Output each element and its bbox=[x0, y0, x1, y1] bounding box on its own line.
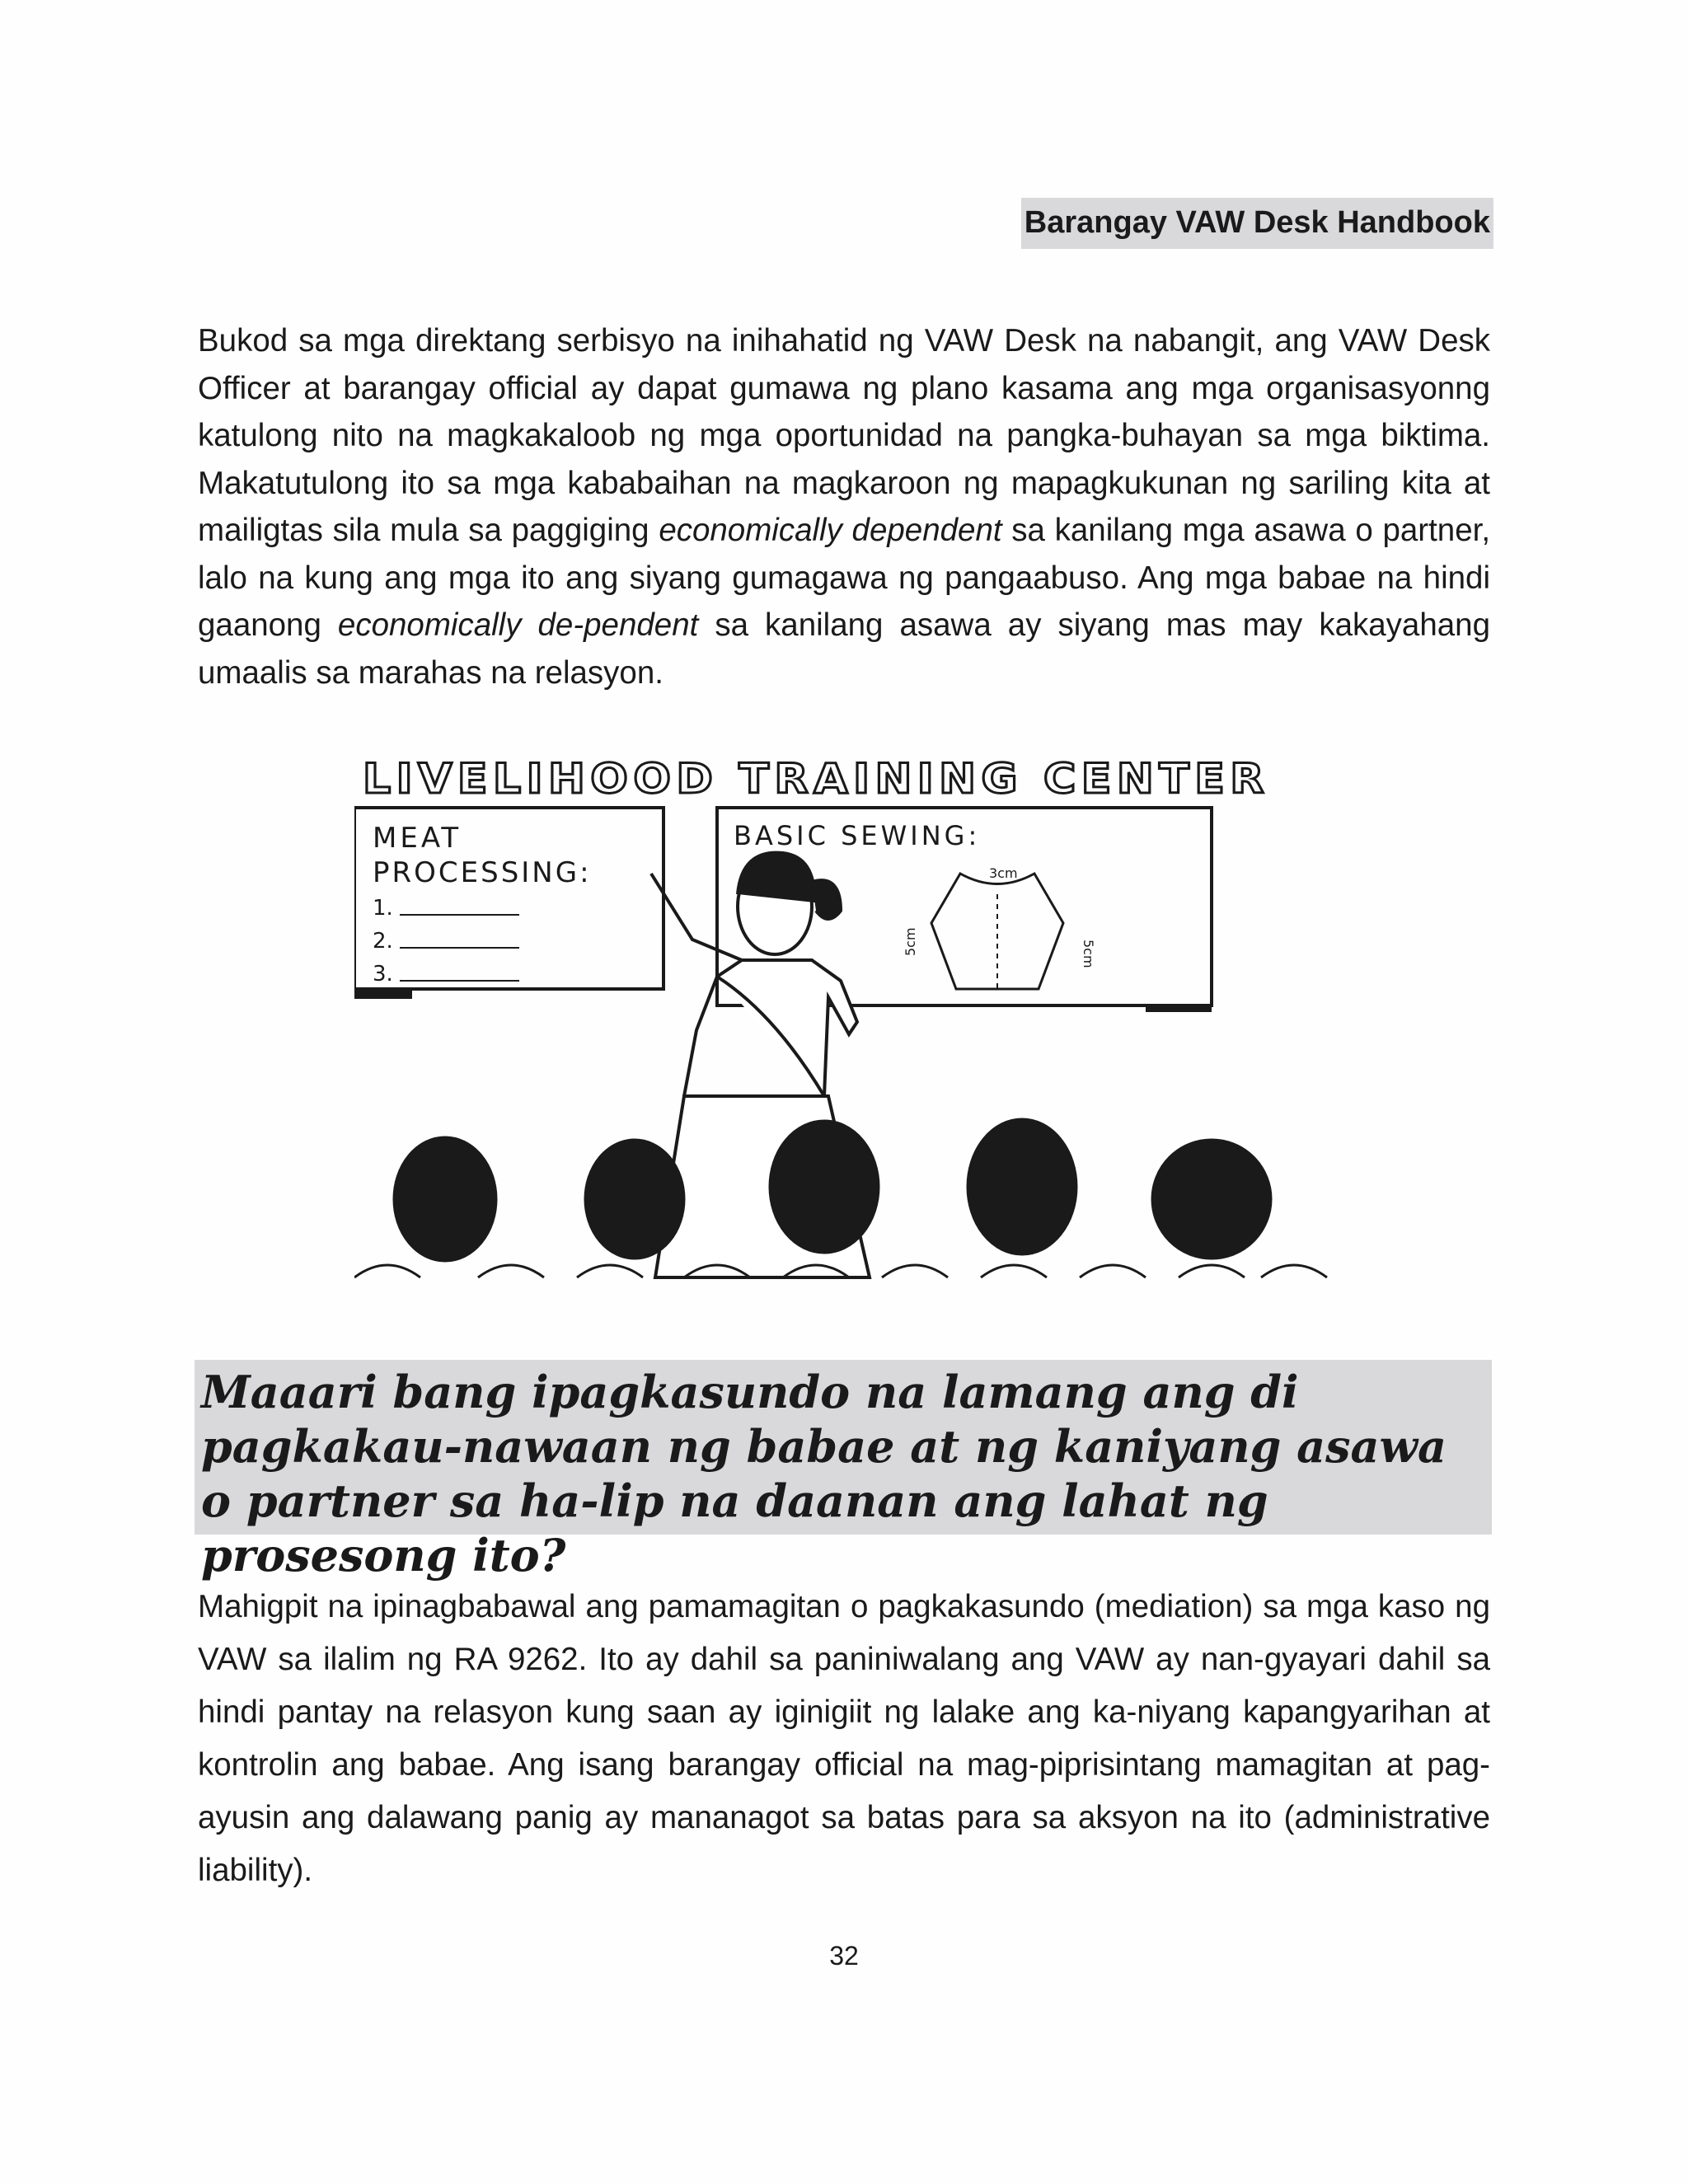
whiteboard-left bbox=[354, 808, 663, 999]
italic-term: economically de-pendent bbox=[337, 607, 699, 643]
question-heading-box bbox=[195, 1360, 1492, 1582]
measure-right: 5cm bbox=[1081, 940, 1096, 968]
paragraph-text: sa kanilang asawa ay siyang mas may kakayahang umaalis sa marahas na relasyon. bbox=[198, 607, 1490, 691]
body-paragraph-2: Mahigpit na ipinagbabawal ang pamamagitan o pagkakasundo (mediation) sa mga kaso ng VAW sa ilalim ng RA 9262. Ito ay dahil sa paniniwalang ang VAW ay nan-gyayari dahil sa hindi pantay na relasyon kung saan ay iginigiit ng lalake ang ka-niyang kapangyarihan at kontrolin ang babae. Ang isang barangay official na mag-piprisintang mamagitan at pag-ayusin ang dalawang panig ay mananagot sa batas para sa aksyon na ito (administrative liability). bbox=[198, 1589, 1490, 1888]
page-number: 32 bbox=[829, 1941, 859, 1971]
measure-left: 5cm bbox=[903, 927, 918, 956]
measure-top: 3cm bbox=[989, 865, 1018, 881]
board-left-item-3: 3. bbox=[373, 962, 393, 987]
board-left-line2: PROCESSING: bbox=[373, 856, 592, 889]
paragraph-text: sa kanilang mga asawa o partner, lalo na kung ang mga ito ang siyang gumagawa ng pangaabuso. Ang mga babae na hindi gaanong bbox=[198, 513, 1491, 643]
illustration-banner: LIVELIHOOD TRAINING CENTER bbox=[363, 755, 1269, 803]
board-left-item-1: 1. bbox=[373, 896, 393, 921]
board-left-line1: MEAT bbox=[373, 822, 462, 855]
question-heading: Maaari bang ipagkasundo na lamang ang di pagkakau-nawaan ng babae at ng kaniyang asawa o partner sa ha-lip na daanan ang lahat ng prosesong ito? bbox=[201, 1366, 1447, 1582]
running-header: Barangay VAW Desk Handbook bbox=[1021, 198, 1493, 249]
paragraph-text: Bukod sa mga direktang serbisyo na inihahatid ng VAW Desk na nabangit, ang VAW Desk Officer at barangay official ay dapat gumawa ng plano kasama ang mga organisasyonng katulong nito na magkakaloob ng mga oportunidad na pangka-buhayan sa mga biktima. Makatutulong ito sa mga kababaihan na magkaroon ng mapagkukunan ng sariling kita at mailigtas sila mula sa paggiging bbox=[198, 323, 1490, 548]
livelihood-training-illustration bbox=[354, 750, 1343, 1302]
board-left-item-2: 2. bbox=[373, 929, 393, 954]
board-right-title: BASIC SEWING: bbox=[734, 820, 981, 851]
italic-term: economically dependent bbox=[659, 513, 1002, 548]
body-paragraph-1 bbox=[198, 317, 1490, 696]
